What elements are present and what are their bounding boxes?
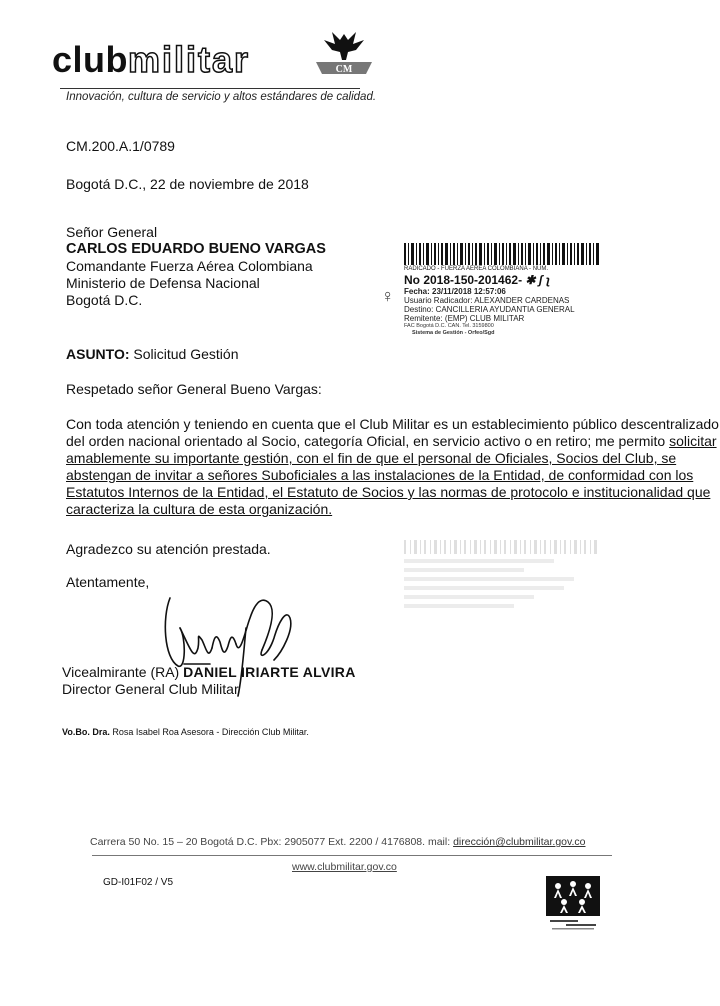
footer-address-text: Carrera 50 No. 15 – 20 Bogotá D.C. Pbx: 2905077 Ext. 2200 / 4176808. mail: bbox=[90, 836, 454, 848]
tagline: Innovación, cultura de servicio y altos estándares de calidad. bbox=[66, 91, 377, 103]
stamp-destination: Destino: CANCILLERIA AYUDANTIA GENERAL bbox=[404, 305, 575, 314]
approval-text: Rosa Isabel Roa Asesora - Dirección Club Militar. bbox=[109, 727, 309, 737]
eagle-emblem-icon bbox=[312, 30, 376, 82]
body-paragraph bbox=[66, 416, 719, 518]
subject-line bbox=[66, 346, 238, 363]
reference-number: CM.200.A.1/0789 bbox=[66, 138, 175, 154]
subject-label: ASUNTO: bbox=[66, 346, 130, 362]
stamp-address: FAC Bogotá D.C. CAN. Tel. 3159800 bbox=[404, 323, 494, 329]
handwritten-mark: ♀ bbox=[381, 286, 395, 306]
subject-text: Solicitud Gestión bbox=[129, 346, 239, 362]
body-line-2-underlined: solicitar bbox=[669, 433, 717, 449]
body-line-5: Estatutos Internos de la Entidad, el Estatuto de Socios y las normas de protocolo e institucionalidad que bbox=[66, 484, 711, 500]
date-line: Bogotá D.C., 22 de noviembre de 2018 bbox=[66, 176, 309, 192]
body-line-6: caracteriza la cultura de esta organización. bbox=[66, 501, 333, 517]
brand-club: club bbox=[52, 39, 129, 80]
signer-title: Director General Club Militar bbox=[62, 681, 239, 697]
brand-logo bbox=[52, 40, 250, 80]
body-line-3: amablemente su importante gestión, con el fin de que el personal de Oficiales, Socios del Club, se bbox=[66, 450, 677, 466]
stamp-number-text: No 2018-150-201462- bbox=[404, 273, 523, 287]
stamp-sender: Remitente: (EMP) CLUB MILITAR bbox=[404, 314, 525, 323]
barcode-icon bbox=[404, 243, 600, 265]
faint-barcode-icon bbox=[404, 540, 600, 554]
signer-name: DANIEL IRIARTE ALVIRA bbox=[183, 664, 356, 680]
stamp-header: RADICADO - FUERZA AEREA COLOMBIANA - NÚM. bbox=[404, 266, 549, 272]
document-code: GD-I01F02 / V5 bbox=[103, 877, 174, 888]
footer-address bbox=[90, 836, 586, 848]
header-divider bbox=[60, 88, 360, 89]
recipient-salutation: Señor General bbox=[66, 224, 158, 240]
recipient-city: Bogotá D.C. bbox=[66, 292, 143, 308]
recipient-title: Comandante Fuerza Aérea Colombiana bbox=[66, 258, 313, 274]
greeting: Respetado señor General Bueno Vargas: bbox=[66, 381, 322, 397]
approval-note bbox=[62, 727, 309, 737]
body-line-2-text: del orden nacional orientado al Socio, categoría Oficial, en servicio activo o en retiro; me permito bbox=[66, 433, 670, 449]
stamp-number bbox=[404, 273, 608, 287]
brand-militar: militar bbox=[128, 39, 251, 80]
recipient-block bbox=[66, 224, 326, 309]
thanks-line: Agradezco su atención prestada. bbox=[66, 541, 271, 557]
stamp-system: Sistema de Gestión - Orfeo/Sgd bbox=[412, 330, 495, 336]
body-line-1: Con toda atención y teniendo en cuenta que el Club Militar es un establecimiento público descentralizado bbox=[66, 416, 719, 432]
closing-line: Atentamente, bbox=[66, 574, 150, 590]
body-line-2 bbox=[66, 433, 717, 450]
body-line-4: abstengan de invitar a señores Suboficiales a las instalaciones de la Entidad, de conformidad con los bbox=[66, 467, 694, 483]
recipient-ministry: Ministerio de Defensa Nacional bbox=[66, 275, 260, 291]
stamp-user: Usuario Radicador: ALEXANDER CARDENAS bbox=[404, 296, 570, 305]
emblem-text: CM bbox=[335, 64, 353, 75]
handwritten-annotation-icon: ✱ ʃ ʅ bbox=[522, 273, 550, 287]
filing-stamp bbox=[404, 243, 608, 337]
signer-line bbox=[62, 664, 356, 681]
stamp-date: Fecha: 23/11/2018 12:57:06 bbox=[404, 287, 506, 296]
recipient-name: CARLOS EDUARDO BUENO VARGAS bbox=[66, 241, 326, 257]
footer-mail-link[interactable]: dirección@clubmilitar.gov.co bbox=[453, 836, 586, 848]
defense-group-logo-icon bbox=[546, 876, 600, 932]
footer-divider bbox=[92, 855, 612, 856]
approval-label: Vo.Bo. Dra. bbox=[62, 727, 110, 737]
footer-website-link[interactable]: www.clubmilitar.gov.co bbox=[292, 861, 397, 873]
signer-rank: Vicealmirante (RA) bbox=[62, 664, 184, 680]
faint-stamp-impression bbox=[404, 540, 604, 608]
